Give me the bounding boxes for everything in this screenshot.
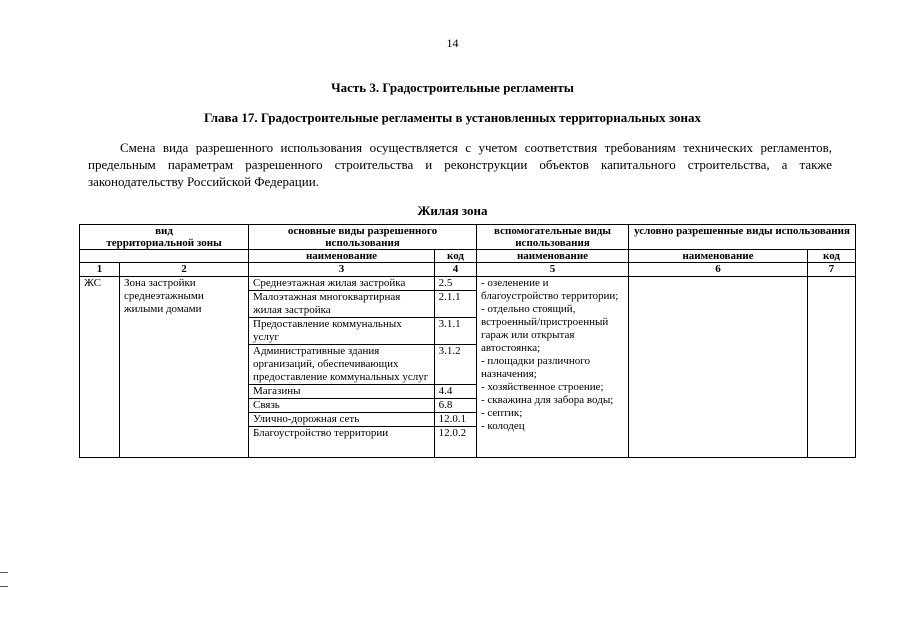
zoning-regulations-table: [79, 224, 856, 458]
column-number-row: [80, 263, 856, 277]
margin-mark: [0, 586, 8, 587]
header-cond-code: код: [808, 250, 856, 263]
main-use-row: [249, 413, 476, 427]
aux-uses-cell: [477, 277, 629, 458]
main-use-name: Административные здания организаций, обеспечивающих предоставление коммунальных услуг: [249, 345, 434, 385]
intro-paragraph: Смена вида разрешенного использования осуществляется с учетом соответствия требованиям технических регламентов, предельным параметрам разрешенного строительства и реконструкции объектов капитального строительства, а также законодательству Российской Федерации.: [88, 140, 832, 189]
main-use-name: Благоустройство территории: [249, 427, 434, 458]
conditional-uses-name-cell: [629, 277, 808, 458]
main-use-code: 2.1.1: [434, 291, 476, 318]
zone-code: ЖС: [80, 277, 120, 458]
main-use-name: Предоставление коммунальных услуг: [249, 318, 434, 345]
column-number: 4: [435, 263, 477, 277]
main-uses-cell: [249, 277, 477, 458]
header-aux-name: наименование: [477, 250, 629, 263]
main-use-code: 12.0.1: [434, 413, 476, 427]
main-use-name: Связь: [249, 399, 434, 413]
aux-use-item: - хозяйственное строение;: [481, 381, 604, 393]
main-uses-table: [249, 277, 476, 457]
zone-title: Жилая зона: [417, 203, 488, 218]
page-number: 14: [446, 36, 459, 50]
main-use-name: Малоэтажная многоквартирная жилая застройка: [249, 291, 434, 318]
zone-name: Зона застройки среднеэтажными жилыми домами: [120, 277, 249, 458]
main-use-row: [249, 427, 476, 458]
header-main-name: наименование: [249, 250, 435, 263]
header-main-uses: основные виды разрешенного использования: [249, 225, 477, 250]
aux-use-item: - площадки различного назначения;: [481, 355, 590, 380]
main-use-code: 2.5: [434, 277, 476, 291]
main-use-name: Среднеэтажная жилая застройка: [249, 277, 434, 291]
main-use-row: [249, 277, 476, 291]
main-use-row: [249, 345, 476, 385]
header-cond-name: наименование: [629, 250, 808, 263]
chapter-title: Глава 17. Градостроительные регламенты в установленных территориальных зонах: [203, 110, 702, 125]
aux-use-item: - септик;: [481, 407, 523, 419]
main-use-name: Улично-дорожная сеть: [249, 413, 434, 427]
header-aux-uses: вспомогательные виды использования: [477, 225, 629, 250]
main-use-code: 4.4: [434, 385, 476, 399]
zone-row: [80, 277, 856, 458]
header-conditional-uses: условно разрешенные виды использования: [629, 225, 856, 250]
main-use-code: 6.8: [434, 399, 476, 413]
aux-use-item: - скважина для забора воды;: [481, 394, 614, 406]
header-zone-type: вид территориальной зоны: [80, 225, 249, 250]
header-row-main: [80, 225, 856, 250]
header-sub-empty: [80, 250, 249, 263]
column-number: 3: [249, 263, 435, 277]
aux-use-item: - озеленение и благоустройство территории;: [481, 277, 619, 302]
part-title: Часть 3. Градостроительные регламенты: [331, 80, 574, 95]
column-number: 6: [629, 263, 808, 277]
main-use-row: [249, 318, 476, 345]
main-use-code: 12.0.2: [438, 427, 467, 439]
main-use-row: [249, 399, 476, 413]
main-use-row: [249, 291, 476, 318]
main-use-name: Магазины: [249, 385, 434, 399]
main-use-code: 3.1.2: [434, 345, 476, 385]
conditional-uses-code-cell: [808, 277, 856, 458]
aux-use-item: - колодец: [481, 420, 525, 432]
main-use-code: 3.1.1: [434, 318, 476, 345]
column-number: 1: [80, 263, 120, 277]
column-number: 2: [120, 263, 249, 277]
aux-use-item: - отдельно стоящий, встроенный/пристроенный гараж или открытая автостоянка;: [481, 303, 609, 354]
column-number: 7: [808, 263, 856, 277]
main-use-row: [249, 385, 476, 399]
header-main-code: код: [435, 250, 477, 263]
column-number: 5: [477, 263, 629, 277]
header-row-sub: [80, 250, 856, 263]
margin-mark: [0, 572, 8, 573]
